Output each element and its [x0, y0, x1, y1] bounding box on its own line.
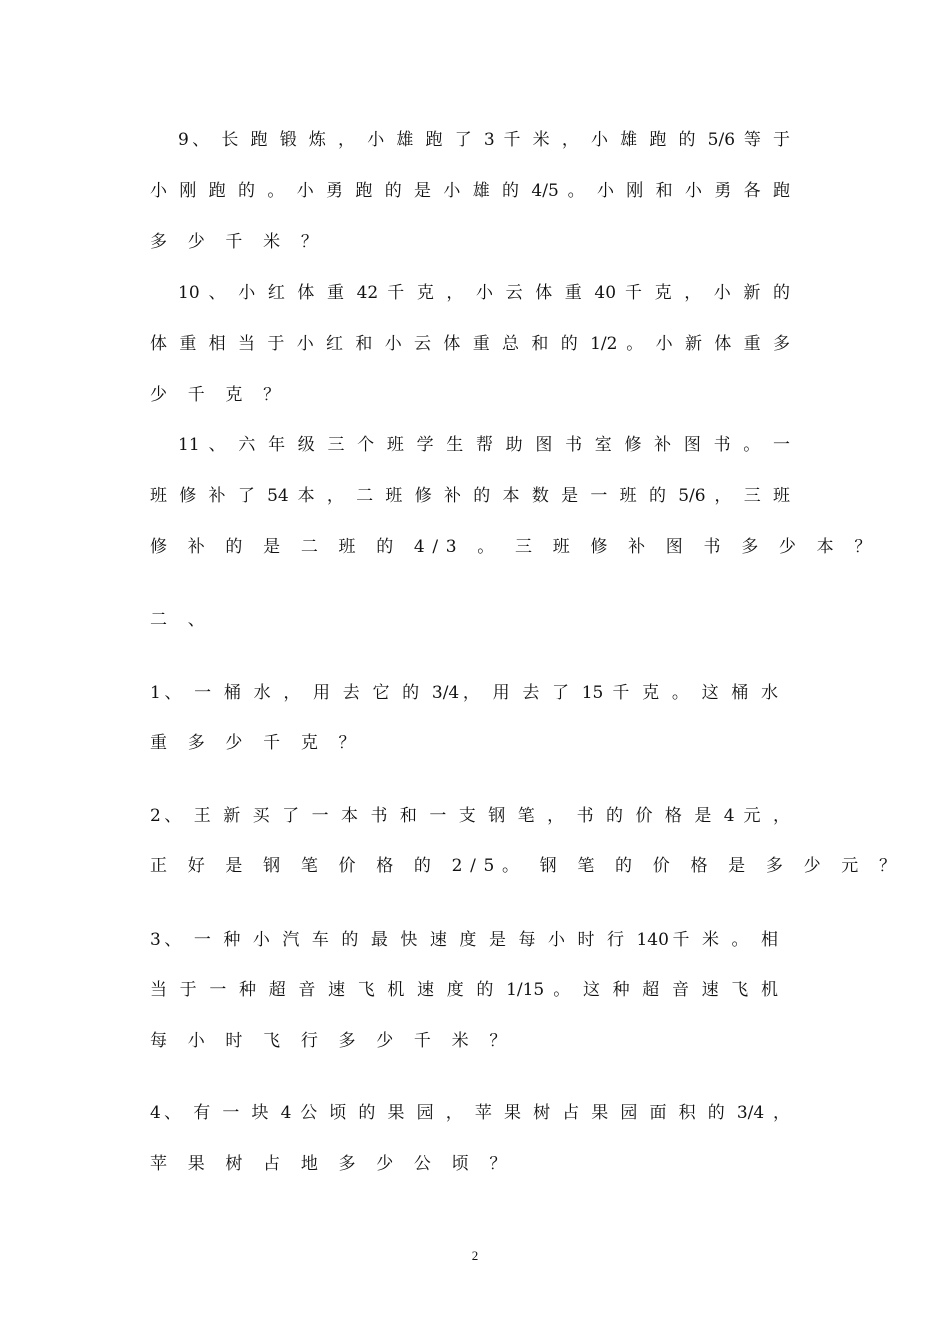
s2-problem-1-line-1: 1、 一 桶 水 ， 用 去 它 的 3/4， 用 去 了 15 千 克 。 这 桶 水 [150, 683, 778, 703]
problem-10-line-2: 体 重 相 当 于 小 红 和 小 云 体 重 总 和 的 1/2 。 小 新 体 重 多 [150, 334, 790, 354]
s2-problem-2-line-1: 2、 王 新 买 了 一 本 书 和 一 支 钢 笔 ， 书 的 价 格 是 4 元 ， [150, 806, 790, 826]
problem-10-line-1: 10 、 小 红 体 重 42 千 克 ， 小 云 体 重 40 千 克 ， 小 新 的 [178, 283, 790, 303]
problem-11-line-2: 班 修 补 了 54 本 ， 二 班 修 补 的 本 数 是 一 班 的 5/6 ， 三 班 [150, 486, 790, 506]
section-2-heading: 二 、 [150, 610, 213, 630]
s2-problem-4-line-2: 苹 果 树 占 地 多 少 公 顷 ？ [150, 1154, 514, 1174]
problem-9-line-3: 多 少 千 米 ？ [150, 232, 326, 252]
s2-problem-3-line-2: 当 于 一 种 超 音 速 飞 机 速 度 的 1/15 。 这 种 超 音 速 飞 机 [150, 980, 778, 1000]
problem-11-line-1: 11 、 六 年 级 三 个 班 学 生 帮 助 图 书 室 修 补 图 书 。 一 [178, 435, 790, 455]
s2-problem-1-line-2: 重 多 少 千 克 ？ [150, 733, 364, 753]
s2-problem-2-line-2: 正 好 是 钢 笔 价 格 的 2/5。 钢 笔 的 价 格 是 多 少 元 ？ [150, 856, 904, 876]
problem-9-line-2: 小 刚 跑 的 。 小 勇 跑 的 是 小 雄 的 4/5 。 小 刚 和 小 勇 各 跑 [150, 181, 790, 201]
problem-11-line-3: 修 补 的 是 二 班 的 4/3 。 三 班 修 补 图 书 多 少 本 ？ [150, 537, 879, 557]
problem-9-line-1: 9、 长 跑 锻 炼 ， 小 雄 跑 了 3 千 米 ， 小 雄 跑 的 5/6 等 于 [178, 130, 790, 150]
s2-problem-3-line-3: 每 小 时 飞 行 多 少 千 米 ？ [150, 1031, 514, 1051]
page-number: 2 [471, 1248, 479, 1263]
s2-problem-3-line-1: 3、 一 种 小 汽 车 的 最 快 速 度 是 每 小 时 行 140千 米 。 相 [150, 930, 778, 950]
s2-problem-4-line-1: 4、 有 一 块 4 公 顷 的 果 园 ， 苹 果 树 占 果 园 面 积 的 3/4 ， [150, 1103, 790, 1123]
problem-10-line-3: 少 千 克 ？ [150, 385, 288, 405]
